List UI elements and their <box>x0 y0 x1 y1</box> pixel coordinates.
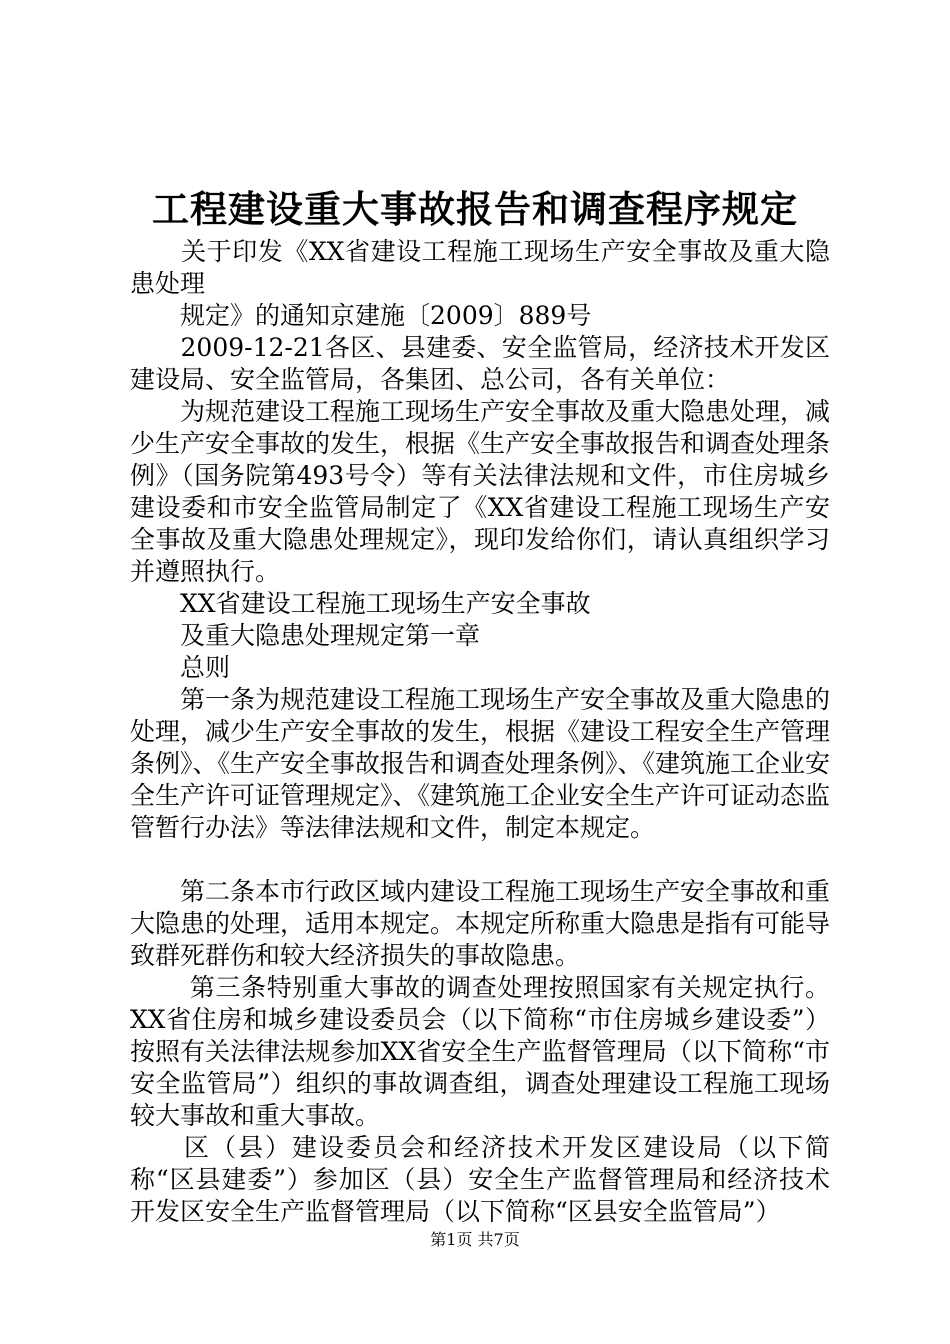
document-body <box>130 236 830 1228</box>
paragraph-purpose: 为规范建设工程施工现场生产安全事故及重大隐患处理，减少生产安全事故的发生，根据《生产安全事故报告和调查处理条例》（国务院第493号令）等有关法律法规和文件，市住房城乡建设委和市安全监管局制定了《XX省建设工程施工现场生产安全事故及重大隐患处理规定》，现印发给你们，请认真组织学习并遵照执行。 <box>130 397 831 586</box>
paragraph-regulation-title-1: XX省建设工程施工现场生产安全事故 <box>130 589 591 618</box>
page-footer: 第1页 共7页 <box>430 1230 520 1249</box>
paragraph-general-provisions: 总则 <box>130 653 231 682</box>
paragraph-district-committee: 区（县）建设委员会和经济技术开发区建设局（以下简称“区县建委”）参加区（县）安全生产监督管理局和经济技术开发区安全生产监督管理局（以下简称“区县安全监管局”） <box>130 1133 830 1226</box>
paragraph-article-2: 第二条本市行政区域内建设工程施工现场生产安全事故和重大隐患的处理，适用本规定。本规定所称重大隐患是指有可能导致群死群伤和较大经济损失的事故隐患。 <box>130 877 831 970</box>
paragraph-article-1: 第一条为规范建设工程施工现场生产安全事故及重大隐患的处理，减少生产安全事故的发生，根据《建设工程安全生产管理条例》、《生产安全事故报告和调查处理条例》、《建筑施工企业安全生产许可证管理规定》、《建筑施工企业安全生产许可证动态监管暂行办法》等法律法规和文件，制定本规定。 <box>130 685 831 842</box>
paragraph-article-3: 第三条特别重大事故的调查处理按照国家有关规定执行。XX省住房和城乡建设委员会（以下简称“市住房城乡建设委”）按照有关法律法规参加XX省安全生产监督管理局（以下简称“市安全监管局”）组织的事故调查组，调查处理建设工程施工现场较大事故和重大事故。 <box>130 973 830 1130</box>
paragraph-addressees: 2009-12-21各区、县建委、安全监管局，经济技术开发区建设局、安全监管局，各集团、总公司，各有关单位： <box>130 333 830 394</box>
paragraph-regulation-title-2: 及重大隐患处理规定第一章 <box>130 621 481 650</box>
document-title: 工程建设重大事故报告和调查程序规定 <box>152 187 798 231</box>
paragraph-notice-title-2: 规定》的通知京建施〔2009〕889号 <box>130 301 592 330</box>
paragraph-notice-title-1: 关于印发《XX省建设工程施工现场生产安全事故及重大隐患处理 <box>130 237 830 298</box>
blank-line <box>130 844 830 876</box>
